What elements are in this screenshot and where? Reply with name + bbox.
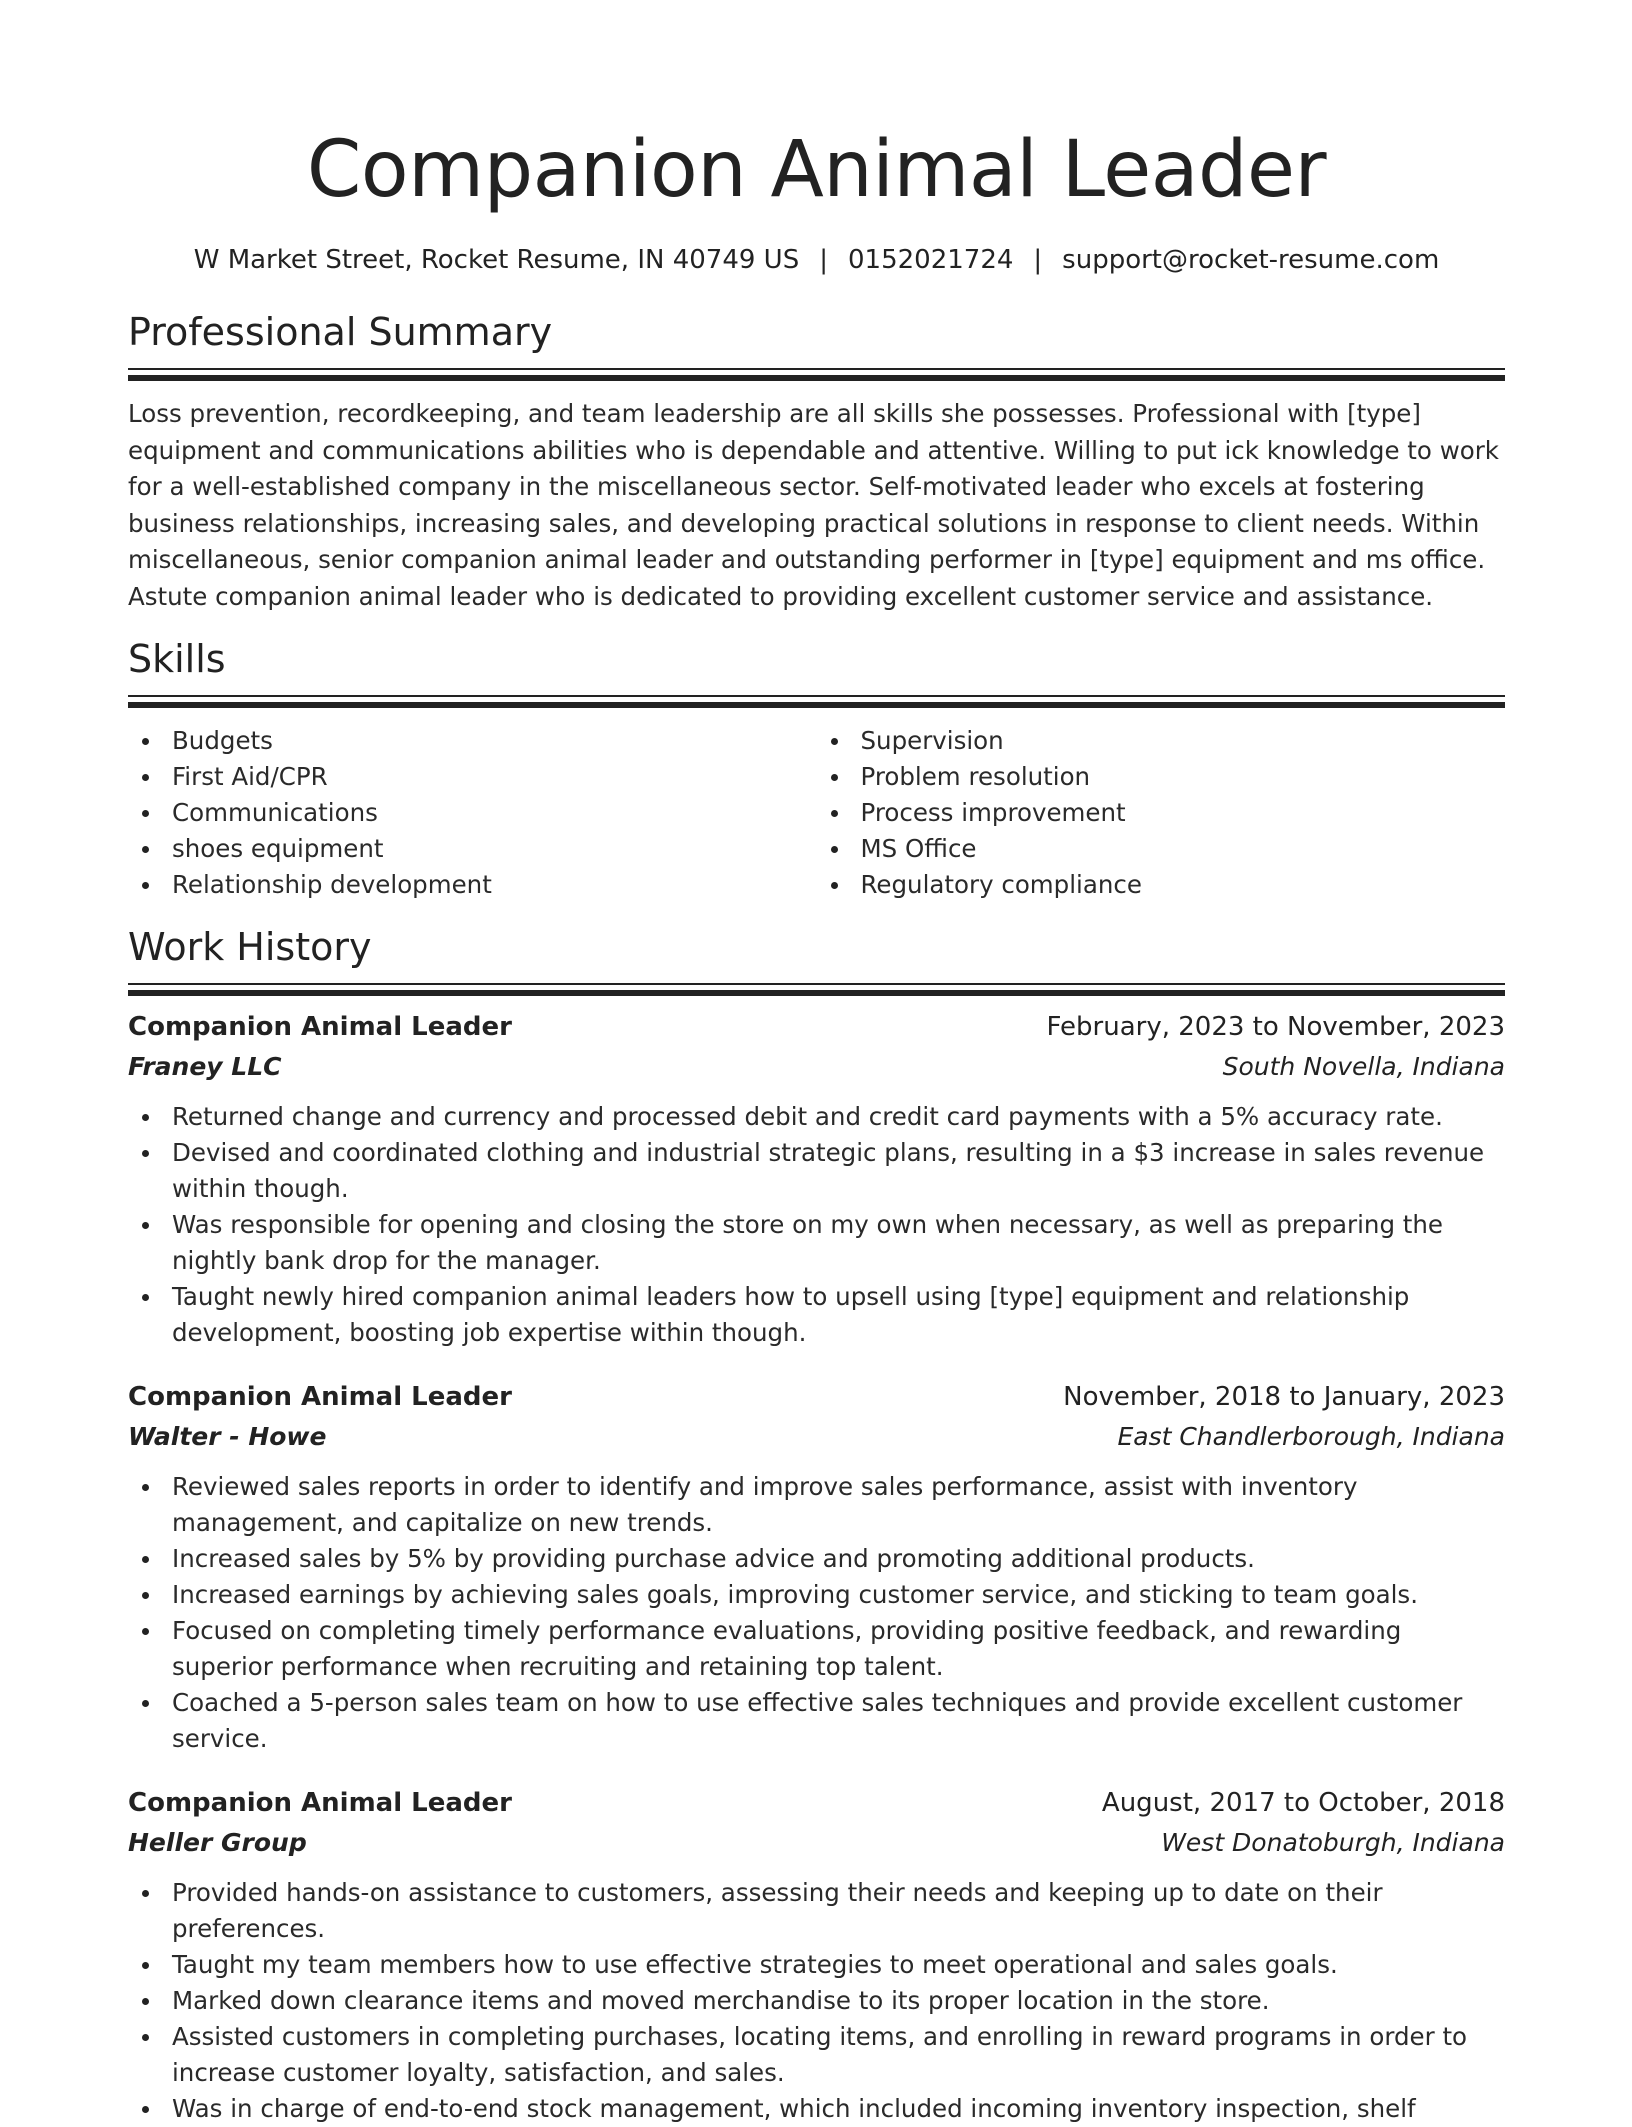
job-company: Walter - Howe [128, 1422, 327, 1451]
job-bullet: Increased earnings by achieving sales goals, improving customer service, and sticking to team goals. [172, 1577, 1505, 1613]
job-bullet: Taught my team members how to use effective strategies to meet operational and sales goals. [172, 1947, 1505, 1983]
contact-address: W Market Street, Rocket Resume, IN 40749 US [193, 245, 800, 275]
skill-item: Regulatory compliance [861, 867, 1506, 903]
job-entry [128, 1377, 1505, 1757]
job-bullets [128, 1099, 1505, 1351]
skills-list [128, 723, 1505, 903]
job-bullet: Focused on completing timely performance evaluations, providing positive feedback, and rewarding superior performance when recruiting and retaining top talent. [172, 1613, 1505, 1685]
work-history-section [128, 923, 1505, 2127]
job-bullet: Taught newly hired companion animal leaders how to upsell using [type] equipment and relationship development, boosting job expertise within though. [172, 1279, 1505, 1351]
job-company-row [128, 1823, 1505, 1863]
job-company-row [128, 1417, 1505, 1457]
skill-item: MS Office [861, 831, 1506, 867]
candidate-name: Companion Animal Leader [306, 125, 1327, 215]
skill-item: Communications [172, 795, 817, 831]
job-title: Companion Animal Leader [128, 1012, 512, 1042]
skill-item: Relationship development [172, 867, 817, 903]
job-title: Companion Animal Leader [128, 1382, 512, 1412]
job-entry [128, 1783, 1505, 2127]
contact-separator: | [1033, 245, 1043, 275]
skills-section [128, 635, 1505, 903]
section-divider [128, 983, 1505, 997]
contact-line [128, 242, 1505, 278]
job-title: Companion Animal Leader [128, 1788, 512, 1818]
job-company-row [128, 1047, 1505, 1087]
section-title-summary: Professional Summary [128, 310, 553, 354]
job-bullet: Provided hands-on assistance to customers, assessing their needs and keeping up to date on their preferences. [172, 1875, 1505, 1947]
section-divider [128, 368, 1505, 382]
summary-text: Loss prevention, recordkeeping, and team leadership are all skills she possesses. Professional with [type] equipment and communications abilities who is dependable and attentive. Willing to put ick knowledge to work for a well-established company in the miscellaneous sector. Self-motivated leader who excels at fostering business relationships, increasing sales, and developing practical solutions in response to client needs. Within miscellaneous, senior companion animal leader and outstanding performer in [type] equipment and ms office. Astute companion animal leader who is dedicated to providing excellent customer service and assistance. [128, 399, 1499, 611]
skill-item: First Aid/CPR [172, 759, 817, 795]
skill-item: shoes equipment [172, 831, 817, 867]
job-header-row [128, 1783, 1505, 1823]
job-company: Franey LLC [128, 1052, 282, 1081]
job-location: South Novella, Indiana [1222, 1052, 1505, 1081]
job-bullet: Was in charge of end-to-end stock management, which included incoming inventory inspection, shelf [172, 2091, 1505, 2127]
job-bullet: Assisted customers in completing purchases, locating items, and enrolling in reward programs in order to increase customer loyalty, satisfaction, and sales. [172, 2019, 1505, 2091]
job-header-row [128, 1377, 1505, 1417]
contact-phone: 0152021724 [847, 245, 1014, 275]
section-divider [128, 695, 1505, 709]
skill-item: Budgets [172, 723, 817, 759]
skill-item: Supervision [861, 723, 1506, 759]
job-bullet: Returned change and currency and processed debit and credit card payments with a 5% accuracy rate. [172, 1099, 1505, 1135]
job-bullets [128, 1469, 1505, 1757]
job-dates: November, 2018 to January, 2023 [1063, 1382, 1505, 1412]
contact-separator: | [819, 245, 828, 275]
skill-item: Problem resolution [861, 759, 1506, 795]
job-bullet: Coached a 5-person sales team on how to use effective sales techniques and provide excellent customer service. [172, 1685, 1505, 1757]
job-bullet: Devised and coordinated clothing and industrial strategic plans, resulting in a $3 increase in sales revenue within though. [172, 1135, 1505, 1207]
job-bullet: Was responsible for opening and closing the store on my own when necessary, as well as preparing the nightly bank drop for the manager. [172, 1207, 1505, 1279]
job-dates: February, 2023 to November, 2023 [1046, 1012, 1505, 1042]
skill-item: Process improvement [861, 795, 1506, 831]
job-location: West Donatoburgh, Indiana [1161, 1828, 1505, 1857]
job-dates: August, 2017 to October, 2018 [1101, 1788, 1505, 1818]
job-company: Heller Group [128, 1828, 307, 1857]
job-header-row [128, 1007, 1505, 1047]
skills-column-right [817, 723, 1506, 903]
job-bullet: Reviewed sales reports in order to identify and improve sales performance, assist with inventory management, and capitalize on new trends. [172, 1469, 1505, 1541]
job-location: East Chandlerborough, Indiana [1117, 1422, 1505, 1451]
professional-summary-section [128, 308, 1505, 615]
contact-email: support@rocket-resume.com [1062, 245, 1440, 275]
job-bullet: Increased sales by 5% by providing purchase advice and promoting additional products. [172, 1541, 1505, 1577]
job-bullet: Marked down clearance items and moved merchandise to its proper location in the store. [172, 1983, 1505, 2019]
section-title-work-history: Work History [128, 925, 372, 969]
job-entry [128, 1007, 1505, 1351]
job-bullets [128, 1875, 1505, 2127]
section-title-skills: Skills [128, 637, 226, 681]
skills-column-left [128, 723, 817, 903]
